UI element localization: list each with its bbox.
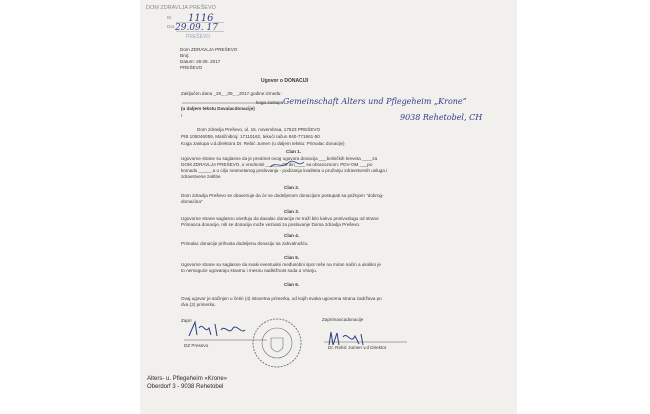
org-number: Broj:: [180, 53, 190, 58]
right-signatory-name: Dr. Rebić Jumen v.d Direktor: [328, 345, 387, 350]
donor-name-handwritten: Gemeinschaft Alters und Pflegeheim „Krone”: [283, 97, 467, 106]
org-city: PREŠEVO: [180, 65, 203, 70]
document-title: Ugovor o DONACIJI: [261, 78, 309, 84]
article-5-line: Ugovorne strane su saglasne da svaki eventualni međusobni spor reše na miran način a ukoliko je: [181, 262, 381, 267]
stamp-faded-text: PREŠEVO: [186, 34, 211, 40]
article-1-line: zdravstvene zaštite.: [181, 174, 222, 179]
org-date: Datum: 28.09. 2017: [180, 59, 221, 64]
recipient-line-3: Koga zastupa v.d.direktora Dr. Rebić Jumen (u daljem tekstu: Primalac donacije): [181, 141, 345, 146]
contract-document: [140, 0, 517, 414]
recipient-line-1: Dom zdravlja Preševo, ul. 15. novembraa, 17523 PREŠEVO: [197, 127, 321, 132]
recipient-line-2: PIB 105046059, Matičnibroj: 17110162, tekući račun 840-771661-50: [181, 134, 320, 139]
article-3-line: Primaoca donacije, niti se donacija može vezivati za poslovanje Doma zdravlja Preševo.: [181, 222, 361, 227]
article-2-line: Dom zdravlja Preševo se obavezuje da će se dodeljenom donacijom postupati sa pažnjom "dobrog-: [181, 193, 384, 198]
article-2-title: Clan 2.: [284, 185, 300, 190]
article-1-line: DOM ZDRAVLJA PREŠEVO, u vrednosti ______,00 din____ sa obrazoznom: PDV-OM ___po: [181, 162, 373, 167]
left-signatory-name: DZ Presevo: [184, 343, 209, 348]
donor-label: (u daljem tekstu Davalacdonacije): [181, 106, 255, 111]
article-6-line: Ovaj ugovor je sačinjen u četiri (4) istovetna primerka, od kojih svaka ugovorna strana zadržava po: [181, 296, 382, 301]
article-4-line: Primalac donacije prihvata dodeljenu donaciju sa zahvalnošću.: [181, 241, 309, 246]
article-1-line: Ugovorne strane su saglasne da je predmet ovog ugovora donacija ___bolničkih kreveta ____za: [181, 156, 378, 161]
stamp-num-label: Br.: [167, 15, 173, 20]
article-1-line: komadu _____ a u cilju neometanog poslovanja - podizanja kvaliteta u pružanju zdravstvenih usluga i: [181, 168, 388, 173]
stamp-header: DOM ZDRAVLJA PREŠEVO: [146, 5, 216, 11]
footer-stamp-line-2: Oberdorf 3 - 9038 Rehetobel: [147, 384, 224, 390]
stamp-date: 29.09. 17: [175, 23, 218, 33]
donor-address-handwritten: 9038 Rehetobel, CH: [400, 113, 483, 122]
intro-i: i: [181, 113, 183, 118]
article-4-title: Clan 4.: [284, 233, 300, 238]
right-signature-label: Zaprimaocadonacije: [322, 317, 364, 322]
footer-stamp-line-1: Alters- u. Pflegeheim «Krone»: [147, 376, 228, 382]
round-seal-icon: [250, 316, 304, 370]
article-6-line: dva (2) primerka.: [181, 302, 216, 307]
article-5-line: to nemoguće ugovaraju stvarnu i mesnu nadležnost suda u Vranju.: [181, 268, 317, 273]
article-6-title: Clan 6.: [284, 282, 300, 287]
article-3-line: Ugovorne strane saglasno utvrđuju da davalac donacije ne traži bilo kakvu protivuslugu od strane: [181, 216, 379, 221]
article-1-handwritten-amount: [268, 160, 308, 170]
stamp-number: 1116: [188, 13, 214, 24]
article-1-title: Clan 1.: [286, 149, 302, 154]
intro-line: Zaključen dana _28_ _09_ _2017.godine između:: [181, 91, 282, 96]
left-signature-label: Zapri: [181, 318, 192, 323]
intro-koga: koga zastupa: [256, 100, 284, 105]
article-2-line: domaćina": [181, 199, 203, 204]
org-name: Dom ZDRAVLJA PREŠEVO: [180, 47, 238, 52]
article-5-title: Clan 5.: [284, 255, 300, 260]
stamp-date-label: Dat.: [167, 24, 176, 29]
article-3-title: Clan 3.: [284, 209, 300, 214]
